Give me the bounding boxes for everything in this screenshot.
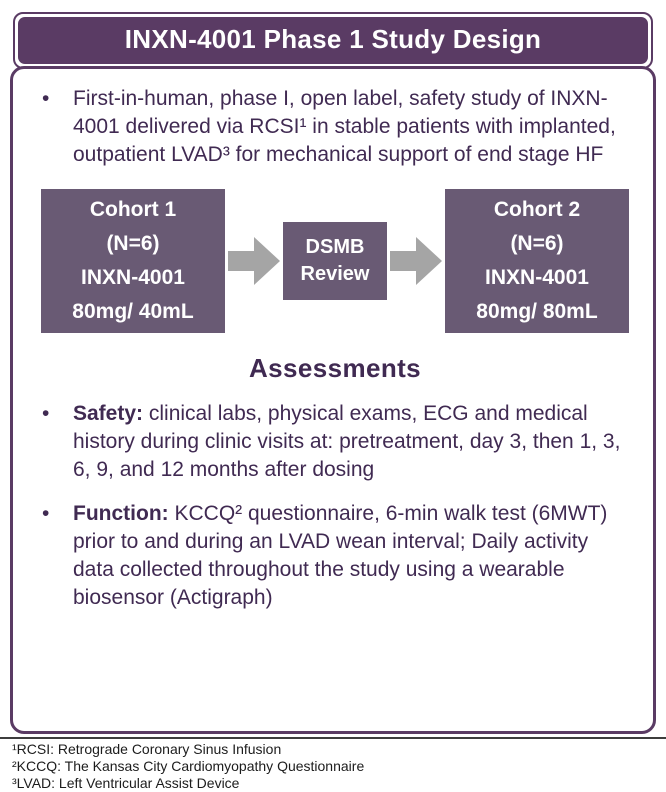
assessments-heading: Assessments [248, 353, 422, 383]
study-flow-diagram [29, 189, 641, 333]
function-bullet [29, 500, 641, 612]
function-body: KCCQ² questionnaire, 6-min walk test (6MWT) prior to and during an LVAD wean interval; Daily activity data collected throughout the study using a wearable biosensor (Actigraph) [73, 502, 608, 609]
footnote: ³LVAD: Left Ventricular Assist Device [12, 775, 240, 791]
cohort2-line: Cohort 2 [493, 198, 581, 221]
safety-bullet [29, 400, 641, 484]
cohort2-line: (N=6) [510, 232, 564, 255]
intro-bullet [29, 85, 641, 169]
content-panel [10, 66, 656, 734]
safety-text [73, 400, 641, 484]
cohort2-line: INXN-4001 [485, 266, 589, 289]
footnote: ²KCCQ: The Kansas City Cardiomyopathy Questionnaire [12, 758, 365, 774]
bullet-glyph: • [42, 502, 50, 525]
cohort2-box [445, 189, 629, 333]
cohort1-line: 80mg/ 40mL [72, 300, 194, 323]
cohort1-box [41, 189, 225, 333]
bullet-glyph: • [42, 87, 50, 110]
safety-label: Safety: [73, 402, 144, 425]
dsmb-line: Review [300, 263, 370, 285]
dsmb-box [283, 222, 387, 300]
dsmb-line: DSMB [305, 236, 365, 258]
title-bar [13, 12, 653, 69]
footnote: ¹RCSI: Retrograde Coronary Sinus Infusion [12, 741, 282, 757]
function-label: Function: [73, 502, 169, 525]
safety-body: clinical labs, physical exams, ECG and medical history during clinic visits at: pretreatment, day 3, then 1, 3, 6, 9, and 12 months after dosing [73, 402, 621, 481]
footnote-divider [0, 737, 666, 739]
cohort1-line: INXN-4001 [81, 266, 185, 289]
function-text [73, 500, 641, 612]
title-bar-fill [18, 17, 648, 64]
footnotes [12, 741, 364, 792]
flow-arrow-icon [390, 233, 442, 289]
cohort1-line: Cohort 1 [89, 198, 177, 221]
cohort2-line: 80mg/ 80mL [476, 300, 598, 323]
cohort1-line: (N=6) [106, 232, 160, 255]
intro-text: First-in-human, phase I, open label, safety study of INXN-4001 delivered via RCSI¹ in stable patients with implanted, outpatient LVAD³ for mechanical support of end stage HF [73, 87, 616, 166]
page-title: INXN-4001 Phase 1 Study Design [124, 24, 542, 54]
bullet-glyph: • [42, 402, 50, 425]
flow-arrow-icon [228, 233, 280, 289]
